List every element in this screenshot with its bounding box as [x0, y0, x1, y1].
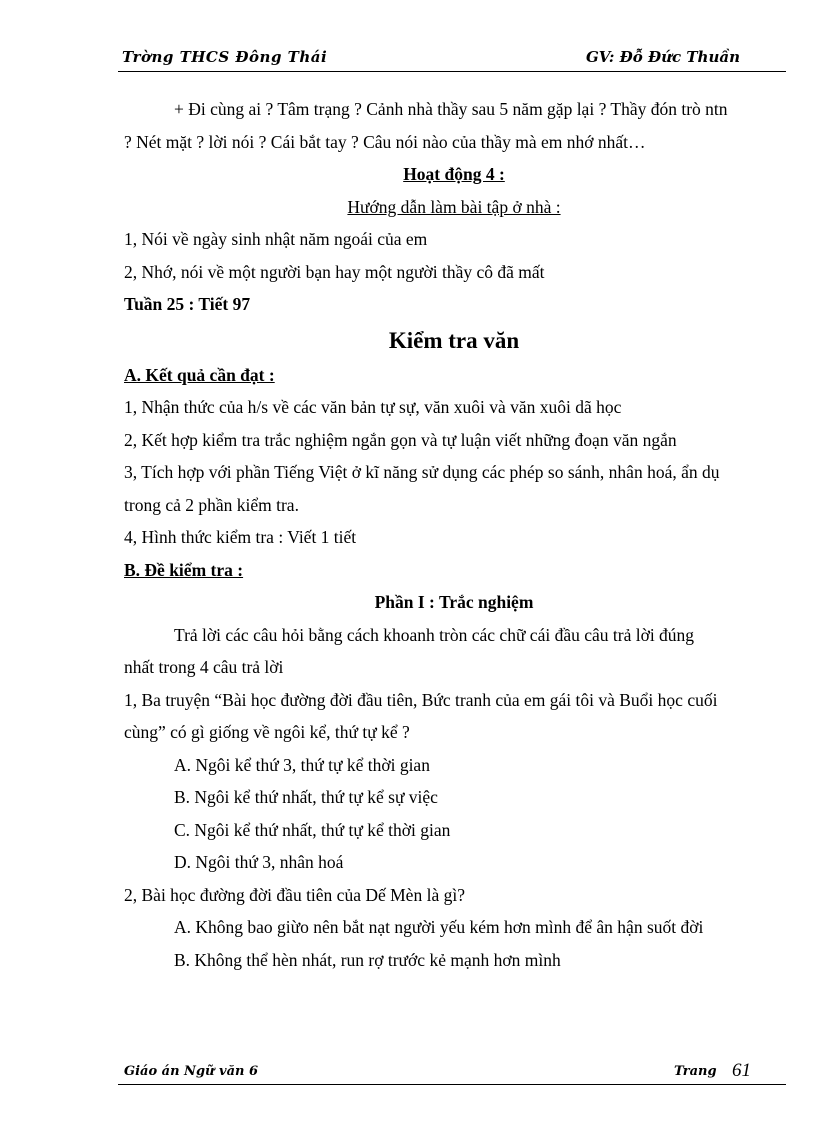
homework-subheading: Hướng dẫn làm bài tập ở nhà :	[347, 196, 561, 217]
activity-heading: Hoạt động 4 :	[403, 164, 505, 184]
question-line: cùng” có gì giống về ngôi kể, thứ tự kể ?	[124, 722, 410, 742]
list-item: 1, Nói về ngày sinh nhật năm ngoái của em	[124, 229, 428, 249]
page-header	[118, 44, 786, 70]
header-school: Trờng THCS Đông Thái	[122, 48, 328, 66]
answer-option: A. Không bao giừo nên bắt nạt người yếu kém hơn mình để ân hận suốt đời	[174, 917, 704, 937]
question-line: 1, Ba truyện “Bài học đường đời đầu tiên, Bức tranh của em gái tôi và Buổi học cuối	[124, 689, 718, 710]
list-item-continuation: trong cả 2 phần kiểm tra.	[124, 494, 299, 515]
answer-option: B. Ngôi kể thứ nhất, thứ tự kể sự việc	[174, 787, 438, 807]
header-teacher: GV: Đỗ Đức Thuần	[585, 48, 740, 66]
answer-option: A. Ngôi kể thứ 3, thứ tự kể thời gian	[174, 754, 430, 775]
paragraph-line: ? Nét mặt ? lời nói ? Cái bắt tay ? Câu nói nào của thầy mà em nhớ nhất…	[124, 131, 646, 152]
answer-option: C. Ngôi kể thứ nhất, thứ tự kể thời gian	[174, 819, 451, 840]
question-line: 2, Bài học đường đời đầu tiên của Dế Mèn là gì?	[124, 884, 465, 905]
section-b-heading: B. Đề kiểm tra :	[124, 559, 244, 580]
list-item: 3, Tích hợp với phần Tiếng Việt ở kĩ năng sử dụng các phép so sánh, nhân hoá, ẩn dụ	[124, 462, 720, 482]
header-divider	[118, 71, 786, 72]
part-heading: Phần I : Trắc nghiệm	[374, 592, 534, 612]
answer-option: B. Không thể hèn nhát, run rợ trước kẻ mạnh hơn mình	[174, 949, 561, 970]
list-item: 2, Nhớ, nói về một người bạn hay một người thầy cô đã mất	[124, 261, 545, 282]
footer-title: Giáo án Ngữ văn 6	[124, 1064, 259, 1079]
list-item: 2, Kết hợp kiểm tra trắc nghiệm ngắn gọn và tự luận viết những đoạn văn ngắn	[124, 429, 677, 450]
section-a-heading: A. Kết quả cần đạt :	[124, 364, 275, 385]
lesson-week-label: Tuần 25 : Tiết 97	[124, 294, 251, 314]
answer-option: D. Ngôi thứ 3, nhân hoá	[174, 852, 344, 872]
section-heading	[124, 359, 784, 392]
instruction-line: nhất trong 4 câu trả lời	[124, 657, 284, 677]
subheading-line	[124, 191, 784, 224]
list-item: 4, Hình thức kiểm tra : Viết 1 tiết	[124, 527, 357, 547]
paragraph-line: + Đi cùng ai ? Tâm trạng ? Cảnh nhà thầy sau 5 năm gặp lại ? Thầy đón trò ntn	[174, 99, 728, 119]
section-heading	[124, 554, 784, 587]
instruction-line: Trả lời các câu hỏi bằng cách khoanh tròn các chữ cái đầu câu trả lời đúng	[174, 624, 695, 645]
section-heading	[124, 158, 784, 191]
document-body	[124, 93, 784, 976]
page-number: 61	[732, 1060, 751, 1081]
list-item: 1, Nhận thức của h/s về các văn bản tự sự, văn xuôi và văn xuôi dã học	[124, 397, 622, 417]
footer-divider	[118, 1084, 786, 1085]
page-footer	[118, 1060, 786, 1084]
lesson-title: Kiểm tra văn	[388, 327, 520, 353]
footer-page-label: Trang	[674, 1064, 717, 1079]
